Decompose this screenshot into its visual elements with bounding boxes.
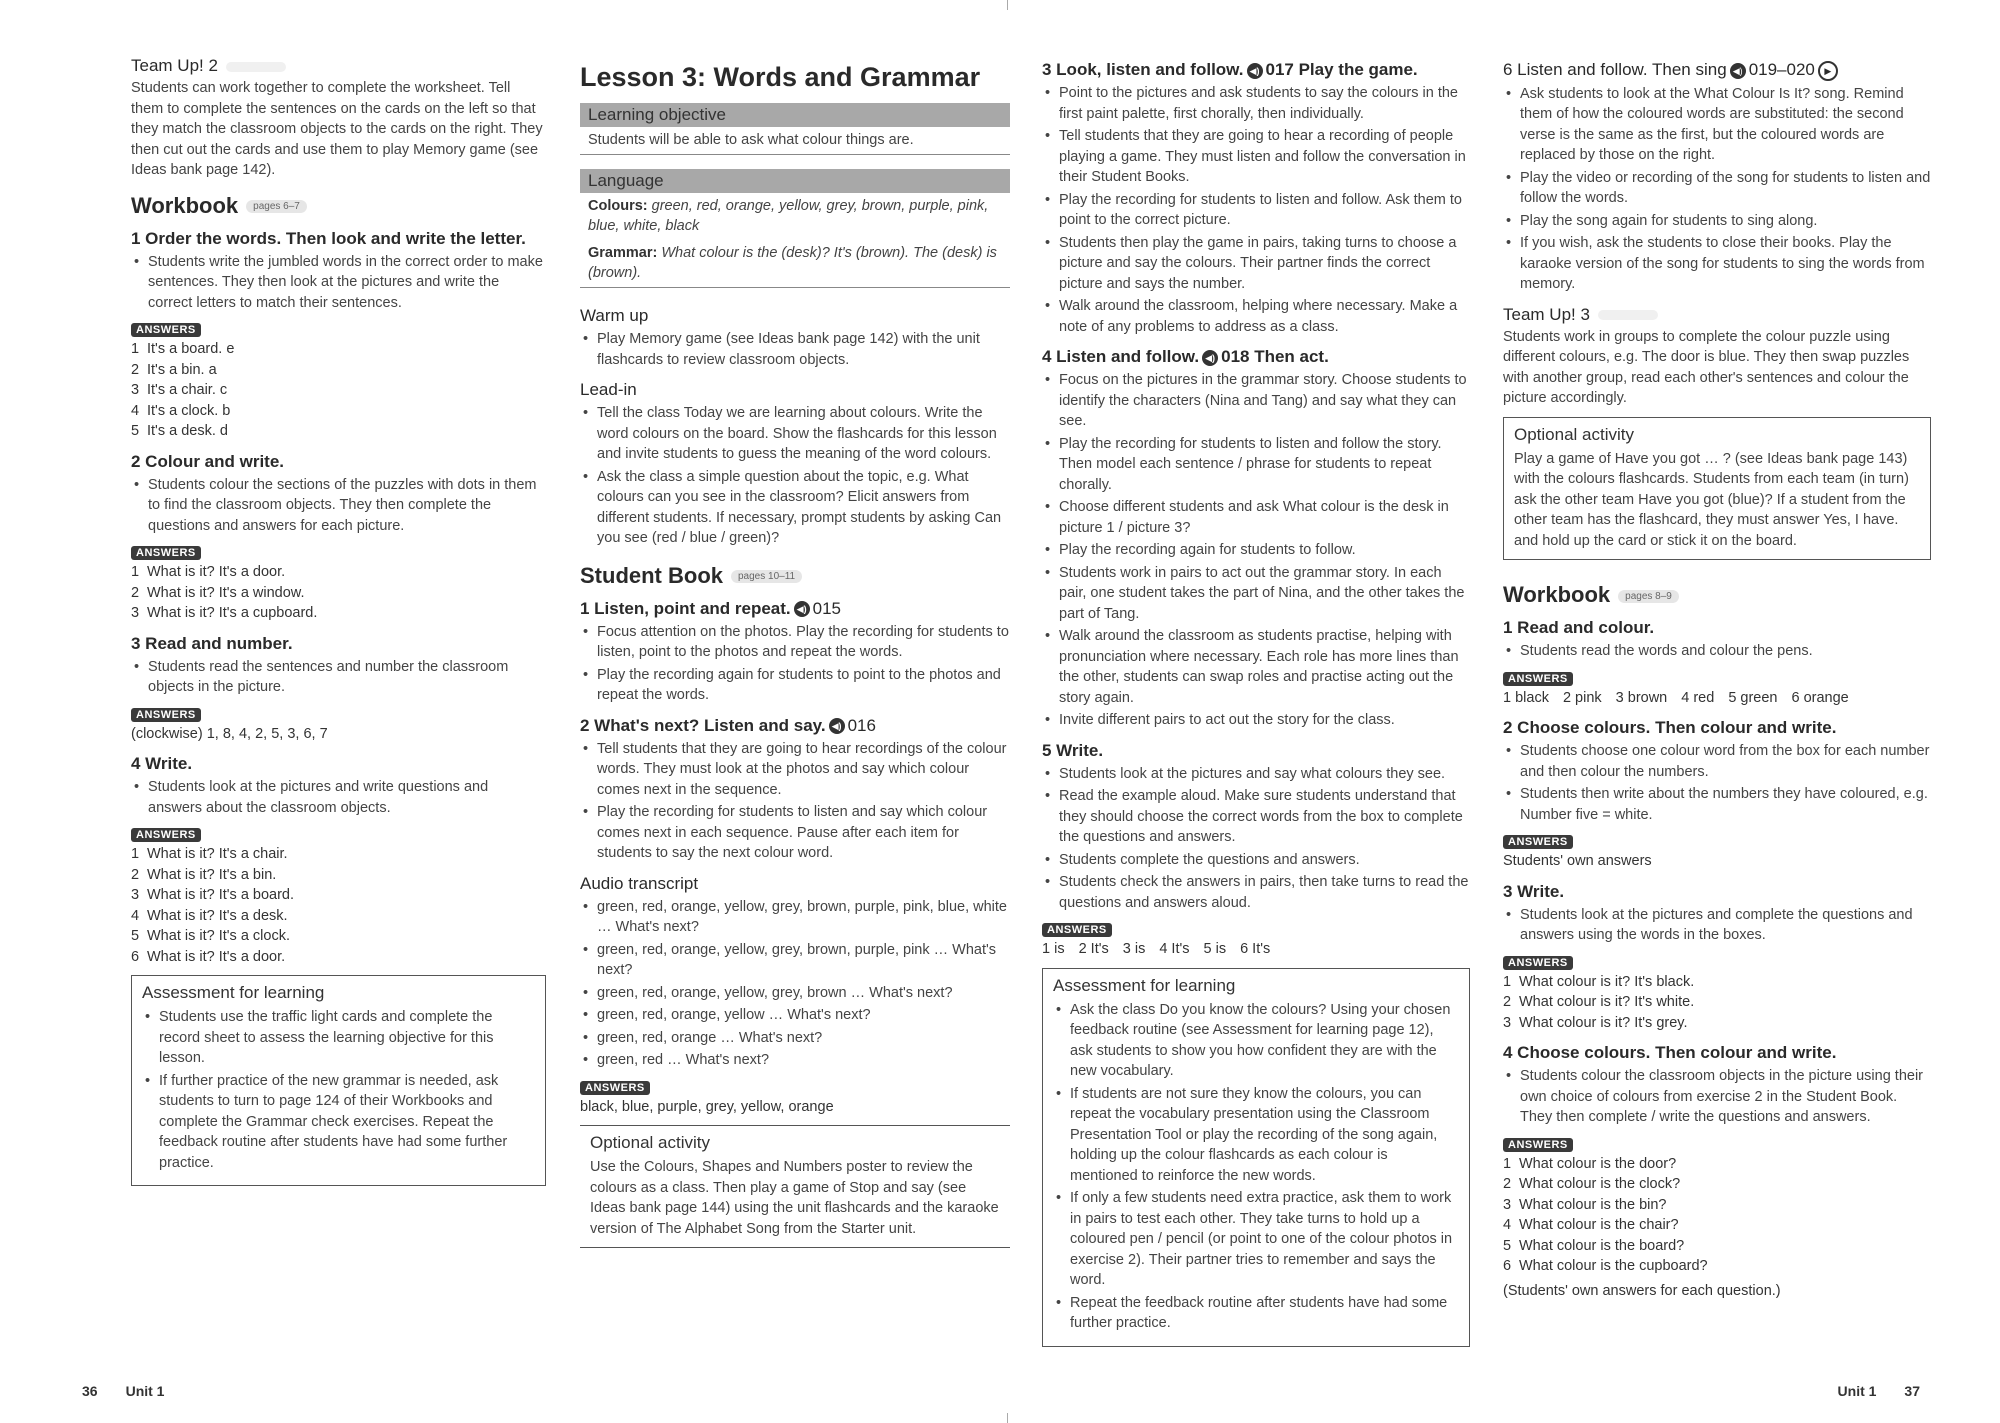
answer-number: 1	[131, 341, 140, 357]
sb-ex5-bullets	[1042, 764, 1470, 914]
warmup-title: Warm up	[580, 306, 649, 325]
answer-number: 4	[1503, 1217, 1512, 1234]
bullet-item: • Students look at the pictures and write questions and answers about the classroom objects.	[131, 777, 546, 818]
language-colours: Colours: green, red, orange, yellow, grey, brown, purple, pink, blue, white, black	[588, 198, 989, 234]
optional-activity-text: Play a game of Have you got … ? (see Ideas bank page 143) with the colours flashcards. Students from each team (in turn) ask the other team Have you got (blue)? If a student from the other team has the flashcard, they must answer Yes, I have. and hold up the card or stick it on the board.	[1514, 450, 1909, 549]
answer-text: What is it? It's a door.	[147, 948, 286, 965]
page-fold-bottom	[1007, 1413, 1008, 1423]
language-grammar: Grammar: What colour is the (desk)? It's (brown). The (desk) is (brown).	[580, 240, 1010, 288]
wb-ex3-answers	[1503, 972, 1931, 1034]
bullet-item: • green, red, orange, yellow … What's next?	[580, 1005, 1010, 1026]
sb-ex3-bullets	[1042, 83, 1470, 337]
answers-badge: ANSWERS	[580, 1081, 650, 1095]
answer-text: What is it? It's a clock.	[147, 928, 290, 944]
answer-item: 3 is	[1122, 941, 1146, 957]
bullet-item: • Ask the class a simple question about the topic, e.g. What colours can you see in the classroom? Elicit answers from different students. If necessary, prompt students by asking Can you see (red / blue / green)?	[580, 467, 1010, 549]
leadin-bullets	[580, 403, 1010, 549]
assessment-box-1	[131, 975, 546, 1186]
wb-ex3-bullets	[1503, 905, 1931, 946]
wb-ex4-note: (Students' own answers for each question.)	[1503, 1282, 1781, 1299]
wb-ex4-title: 4 Choose colours. Then colour and write.	[1503, 1043, 1837, 1063]
answer-text: What is it? It's a bin.	[147, 866, 277, 883]
bullet-item: • Students read the words and colour the pens.	[1503, 641, 1931, 662]
answer-item	[131, 401, 546, 422]
answer-item: 2 pink	[1562, 689, 1602, 706]
unit-label-right: Unit 1	[1837, 1383, 1877, 1399]
bullet-item: • Play the song again for students to sing along.	[1503, 211, 1931, 232]
language-label: Language	[580, 169, 1010, 193]
answer-item	[131, 947, 546, 968]
answer-item	[1503, 992, 1931, 1013]
bullet-item: • Students use the traffic light cards and complete the record sheet to assess the learning objective for this lesson.	[142, 1007, 535, 1069]
answer-number: 4	[131, 402, 140, 419]
sb-ex4-bullets	[1042, 370, 1470, 731]
answer-item: 4 It's	[1159, 941, 1190, 957]
answer-text: What is it? It's a board.	[147, 887, 295, 903]
bullet-item: • Ask students to look at the What Colour Is It? song. Remind them of how the coloured words are substituted: the second verse is the same as the first, but the coloured words are replaced by those on the right.	[1503, 84, 1931, 166]
wb-ex4-title: 4 Write.	[131, 754, 193, 773]
leadin-title: Lead-in	[580, 380, 637, 399]
sb-ex6-title: 6 Listen and follow. Then sing ◀) 019–020 ▶	[1503, 60, 1931, 81]
column-3	[1042, 56, 1470, 1355]
answer-number: 1	[1503, 973, 1512, 990]
optional-activity-title: Optional activity	[590, 1133, 710, 1152]
answer-item: 2 It's	[1078, 941, 1109, 957]
bullet-item: • Play the recording again for students to point to the photos and repeat the words.	[580, 665, 1010, 706]
answers-badge: ANSWERS	[1503, 835, 1573, 849]
answer-number: 1	[131, 846, 140, 862]
bullet-item: • If further practice of the new grammar is needed, ask students to turn to page 124 of their Workbooks and complete the Grammar check exercises. Repeat the feedback routine after students have had some further practice.	[142, 1071, 535, 1174]
wb-ex1-bullets	[1503, 641, 1931, 662]
answer-number: 3	[1503, 1196, 1512, 1213]
bullet-item: • Play Memory game (see Ideas bank page 142) with the unit flashcards to review classroom objects.	[580, 329, 1010, 370]
wb-ex1-bullets	[131, 252, 546, 314]
answers-badge: ANSWERS	[131, 708, 201, 722]
bullet-item: • Play the video or recording of the song for students to listen and follow the words.	[1503, 168, 1931, 209]
bullet-item: • Invite different pairs to act out the story for the class.	[1042, 710, 1470, 731]
audio-icon: ◀)	[829, 718, 845, 734]
audio-transcript-title: Audio transcript	[580, 873, 699, 893]
answers-badge: ANSWERS	[131, 546, 201, 560]
learning-objective-box	[580, 103, 1010, 155]
answer-number: 5	[131, 423, 140, 439]
wb-ex2-answers	[131, 562, 546, 624]
answer-item: 1 is	[1042, 941, 1065, 957]
page-footer-left	[82, 1383, 164, 1399]
teamup-3-title: Team Up! 3	[1503, 305, 1931, 325]
optional-activity-box-1	[580, 1125, 1010, 1248]
answer-number: 3	[1503, 1014, 1512, 1031]
bullet-item: • green, red, orange, yellow, grey, brown … What's next?	[580, 983, 1010, 1004]
bullet-item: • Students write the jumbled words in the correct order to make sentences. They then look at the pictures and write the correct letters to match their sentences.	[131, 252, 546, 314]
bullet-item: • Read the example aloud. Make sure students understand that they should choose the correct words from the box to complete the questions and answers.	[1042, 786, 1470, 848]
answer-text: What colour is it? It's white.	[1519, 994, 1695, 1011]
answer-item	[1503, 1236, 1931, 1257]
wb-ex2-title: 2 Colour and write.	[131, 451, 285, 471]
assessment-title: Assessment for learning	[142, 983, 325, 1002]
answer-item: 4 red	[1681, 689, 1715, 706]
bullet-item: • Repeat the feedback routine after students have had some further practice.	[1053, 1293, 1459, 1334]
wb-ex2-bullets	[1503, 741, 1931, 825]
answer-number: 5	[131, 928, 140, 944]
column-1	[131, 56, 546, 1194]
answers-badge: ANSWERS	[1503, 956, 1573, 970]
answer-text: What is it? It's a window.	[147, 584, 305, 601]
answers-badge: ANSWERS	[1042, 923, 1112, 937]
wb-ex3-title: 3 Write.	[1503, 881, 1565, 901]
answer-text: What colour is the door?	[1519, 1155, 1677, 1172]
language-box	[580, 169, 1010, 288]
answer-text: What colour is the bin?	[1519, 1196, 1667, 1213]
bullet-item: • If students are not sure they know the colours, you can repeat the vocabulary presentation using the Classroom Presentation Tool or play the recording of the song again, holding up the colour flashcards as each colour is mentioned to reinforce the new words.	[1053, 1084, 1459, 1187]
teamup-3-text: Students work in groups to complete the colour puzzle using different colours, e.g. The door is blue. They then swap puzzles with another group, read each other's sentences and colour the picture accordingly.	[1503, 328, 1910, 407]
warmup-bullets	[580, 329, 1010, 370]
answers-badge: ANSWERS	[1503, 1138, 1573, 1152]
bullet-item: • If you wish, ask the students to close their books. Play the karaoke version of the song for students to sing the words from memory.	[1503, 233, 1931, 295]
bullet-item: • Students then play the game in pairs, taking turns to choose a picture and say the colours. Their partner finds the correct picture and says the number.	[1042, 233, 1470, 295]
wb-ex4-bullets	[1503, 1066, 1931, 1128]
page-number-left: 36	[82, 1383, 98, 1399]
bullet-item: • Students look at the pictures and say what colours they see.	[1042, 764, 1470, 785]
answer-text: What colour is the chair?	[1519, 1217, 1679, 1234]
answer-text: It's a bin. a	[147, 361, 217, 378]
audio-icon: ◀)	[1730, 63, 1746, 79]
workbook-pages: pages 6–7	[246, 200, 307, 213]
answer-text: It's a desk. d	[147, 423, 228, 439]
bullet-item: • Point to the pictures and ask students to say the colours in the first paint palette, first chorally, then individually.	[1042, 83, 1470, 124]
answer-item: 6 orange	[1791, 689, 1849, 706]
answer-text: It's a chair. c	[147, 382, 228, 398]
answer-number: 4	[131, 907, 140, 924]
optional-activity-text: Use the Colours, Shapes and Numbers poster to review the colours as a class. Then play a game of Stop and say (see Ideas bank page 144) using the unit flashcards and the karaoke version of The Alphabet Song from the Starter unit.	[590, 1159, 999, 1237]
answer-text: What is it? It's a door.	[147, 564, 286, 580]
answer-item: 5 green	[1728, 689, 1778, 706]
column-4	[1503, 56, 1931, 1307]
bullet-item: • Students work in pairs to act out the grammar story. In each pair, one student takes the part of Nina, and the other takes the part of Tang.	[1042, 563, 1470, 625]
assessment-bullets	[142, 1007, 535, 1173]
assessment-title: Assessment for learning	[1053, 975, 1236, 995]
student-book-pages: pages 10–11	[731, 570, 802, 583]
audio-transcript-bullets	[580, 897, 1010, 1071]
wb-ex4-bullets	[131, 777, 546, 818]
answer-item	[1503, 1174, 1931, 1195]
workbook-pages: pages 8–9	[1618, 590, 1679, 603]
answers-badge: ANSWERS	[131, 323, 201, 337]
bullet-item: • Tell the class Today we are learning about colours. Write the word colours on the board. Show the flashcards for this lesson and invite students to guess the meaning of the word colours.	[580, 403, 1010, 465]
lesson-title: Lesson 3: Words and Grammar	[580, 62, 981, 92]
bullet-item: • Students choose one colour word from the box for each number and then colour the numbers.	[1503, 741, 1931, 782]
answers-badge: ANSWERS	[1503, 672, 1573, 686]
answer-item	[131, 865, 546, 886]
wb-ex2-answer: Students' own answers	[1503, 853, 1652, 870]
answer-item	[131, 360, 546, 381]
answer-number: 5	[1503, 1237, 1512, 1254]
video-play-icon: ▶	[1818, 61, 1838, 81]
bullet-item: • Students read the sentences and number the classroom objects in the picture.	[131, 657, 546, 698]
assessment-box-2	[1042, 968, 1470, 1347]
bullet-item: • Choose different students and ask What colour is the desk in picture 1 / picture 3?	[1042, 497, 1470, 538]
bullet-item: • Play the recording for students to listen and follow. Ask them to point to the correct picture.	[1042, 190, 1470, 231]
optional-activity-box-2	[1503, 417, 1931, 561]
unit-label-left: Unit 1	[125, 1383, 165, 1399]
answer-text: What colour is the cupboard?	[1519, 1258, 1708, 1275]
bullet-item: • Students colour the sections of the puzzles with dots in them to find the classroom objects. They then complete the questions and answers for each picture.	[131, 475, 546, 537]
answer-item	[131, 583, 546, 604]
answer-item	[1503, 1215, 1931, 1236]
answer-number: 2	[1503, 994, 1512, 1011]
answer-text: What is it? It's a chair.	[147, 846, 288, 862]
answer-text: What colour is it? It's grey.	[1519, 1014, 1688, 1031]
bullet-item: • Walk around the classroom, helping where necessary. Make a note of any problems to address as a class.	[1042, 296, 1470, 337]
bullet-item: • Play the recording for students to listen and follow the story. Then model each sentence / phrase for students to repeat chorally.	[1042, 434, 1470, 496]
bullet-item: • Focus attention on the photos. Play the recording for students to listen, point to the photos and repeat the words.	[580, 622, 1010, 663]
answer-item: 5 is	[1203, 941, 1227, 957]
answer-number: 2	[131, 584, 140, 601]
wb-ex1-title: 1 Read and colour.	[1503, 618, 1655, 638]
bullet-item: • Focus on the pictures in the grammar story. Choose students to identify the characters (Nina and Tang) and say what they can see.	[1042, 370, 1470, 432]
bullet-item: • Ask the class Do you know the colours? Using your chosen feedback routine (see Assessment for learning page 12), ask students to show you how confident they are with the new vocabulary.	[1053, 1000, 1459, 1082]
answer-number: 6	[131, 948, 140, 965]
answer-text: What is it? It's a cupboard.	[147, 605, 318, 621]
answer-item	[1503, 1154, 1931, 1175]
answer-number: 1	[1503, 1155, 1512, 1172]
answer-item	[131, 603, 546, 624]
teamup-2-title: Team Up! 2	[131, 56, 546, 76]
answer-item	[1503, 1256, 1931, 1277]
audio-icon: ◀)	[1202, 350, 1218, 366]
bullet-item: • Tell students that they are going to hear a recording of people playing a game. They must listen and follow the conversation in their Student Books.	[1042, 126, 1470, 188]
teamup-2-text: Students can work together to complete the worksheet. Tell them to complete the sentences on the cards on the left so that they match the classroom objects to the cards on the right. They then cut out the cards and use them to play Memory game (see Ideas bank page 142).	[131, 80, 543, 178]
answer-number: 6	[1503, 1258, 1512, 1275]
answer-number: 3	[131, 887, 140, 903]
answer-text: It's a clock. b	[147, 402, 231, 419]
wb-ex4-answers	[1503, 1154, 1931, 1277]
answer-number: 1	[131, 564, 140, 580]
answer-text: It's a board. e	[147, 341, 235, 357]
answer-text: What colour is the board?	[1519, 1237, 1685, 1254]
answer-item	[131, 906, 546, 927]
bullet-item: • Play the recording for students to listen and say which colour comes next in each sequence. Pause after each item for students to say the next colour word.	[580, 802, 1010, 864]
sb-ex5-title: 5 Write.	[1042, 740, 1104, 760]
sb-ex1-bullets	[580, 622, 1010, 706]
sb-ex6-bullets	[1503, 84, 1931, 295]
workbook-heading: Workbook pages 6–7	[131, 193, 546, 219]
answer-item	[1503, 972, 1931, 993]
sb-ex5-answers	[1042, 939, 1470, 960]
page-footer-right	[1838, 1383, 1920, 1399]
answer-number: 3	[131, 382, 140, 398]
audio-icon: ◀)	[794, 601, 810, 617]
learning-objective-label: Learning objective	[580, 103, 1010, 127]
wb-ex1-title: 1 Order the words. Then look and write the letter.	[131, 228, 526, 248]
wb-ex4-answers	[131, 844, 546, 967]
answer-item	[1503, 1013, 1931, 1034]
answer-item	[131, 339, 546, 360]
bullet-item: • green, red, orange, yellow, grey, brown, purple, pink … What's next?	[580, 940, 1010, 981]
answer-item	[1503, 1195, 1931, 1216]
assessment-bullets	[1053, 1000, 1459, 1334]
sb-ex3-title: 3 Look, listen and follow. ◀) 017 Play the game.	[1042, 60, 1418, 79]
bullet-item: • Students check the answers in pairs, then take turns to read the questions and answers aloud.	[1042, 872, 1470, 913]
sb-ex2-bullets	[580, 739, 1010, 864]
wb-ex3-bullets	[131, 657, 546, 698]
answer-item	[131, 844, 546, 865]
bullet-item: • Play the recording again for students to follow.	[1042, 540, 1470, 561]
wb-ex1-answers	[131, 339, 546, 442]
answer-text: What is it? It's a desk.	[147, 907, 288, 924]
student-book-heading: Student Book pages 10–11	[580, 563, 1010, 589]
bullet-item: • Tell students that they are going to hear recordings of the colour words. They must look at the photos and say which colour comes next in the sequence.	[580, 739, 1010, 801]
optional-activity-title: Optional activity	[1514, 424, 1634, 444]
sb-ex4-title: 4 Listen and follow. ◀) 018 Then act.	[1042, 347, 1329, 366]
page-number-right: 37	[1904, 1383, 1920, 1399]
answer-number: 2	[131, 866, 140, 883]
answer-number: 2	[131, 361, 140, 378]
audio-icon: ◀)	[1247, 63, 1263, 79]
answer-item: 6 It's	[1240, 941, 1271, 957]
answer-item	[131, 885, 546, 906]
bullet-item: • green, red, orange … What's next?	[580, 1028, 1010, 1049]
answer-number: 3	[131, 605, 140, 621]
wb-ex2-title: 2 Choose colours. Then colour and write.	[1503, 718, 1837, 738]
learning-objective-text: Students will be able to ask what colour things are.	[580, 127, 1010, 155]
sb-ex1-title: 1 Listen, point and repeat. ◀) 015	[580, 598, 842, 618]
answer-text: What colour is it? It's black.	[1519, 973, 1695, 990]
wb-ex2-bullets	[131, 475, 546, 537]
bullet-item: • Walk around the classroom as students practise, helping with pronunciation where necessary. Each role has more lines than the other, students can swap roles and practise acting out the story again.	[1042, 626, 1470, 708]
bullet-item: • green, red, orange, yellow, grey, brown, purple, pink, blue, white … What's next?	[580, 897, 1010, 938]
answer-item: 1 black	[1503, 689, 1549, 706]
answers-badge: ANSWERS	[131, 828, 201, 842]
bullet-item: • Students complete the questions and answers.	[1042, 850, 1470, 871]
audio-answer: black, blue, purple, grey, yellow, orange	[580, 1098, 834, 1115]
answer-item	[131, 562, 546, 583]
bullet-item: • green, red … What's next?	[580, 1050, 1010, 1071]
workbook-heading-2: Workbook pages 8–9	[1503, 582, 1931, 608]
answer-item	[131, 926, 546, 947]
answer-item: 3 brown	[1615, 689, 1668, 706]
answer-number: 2	[1503, 1176, 1512, 1193]
bullet-item: • If only a few students need extra practice, ask them to work in pairs to test each other. They take turns to hold up a coloured pen / pencil (or point to one of the colour photos in exercise 2). Their partner tries to remember and says the word.	[1053, 1188, 1459, 1291]
wb-ex3-title: 3 Read and number.	[131, 633, 293, 653]
bullet-item: • Students look at the pictures and complete the questions and answers using the words in the boxes.	[1503, 905, 1931, 946]
wb-ex3-answer: (clockwise) 1, 8, 4, 2, 5, 3, 6, 7	[131, 725, 328, 742]
wb-ex1-answers	[1503, 688, 1931, 709]
page-fold-top	[1007, 0, 1008, 10]
column-2	[580, 56, 1010, 1256]
answer-text: What colour is the clock?	[1519, 1176, 1681, 1193]
bullet-item: • Students colour the classroom objects in the picture using their own choice of colours from exercise 2 in the Student Book. They then complete / write the questions and answers.	[1503, 1066, 1931, 1128]
bullet-item: • Students then write about the numbers they have coloured, e.g. Number five = white.	[1503, 784, 1931, 825]
answer-item	[131, 380, 546, 401]
answer-item	[131, 421, 546, 442]
sb-ex2-title: 2 What's next? Listen and say. ◀) 016	[580, 715, 876, 735]
